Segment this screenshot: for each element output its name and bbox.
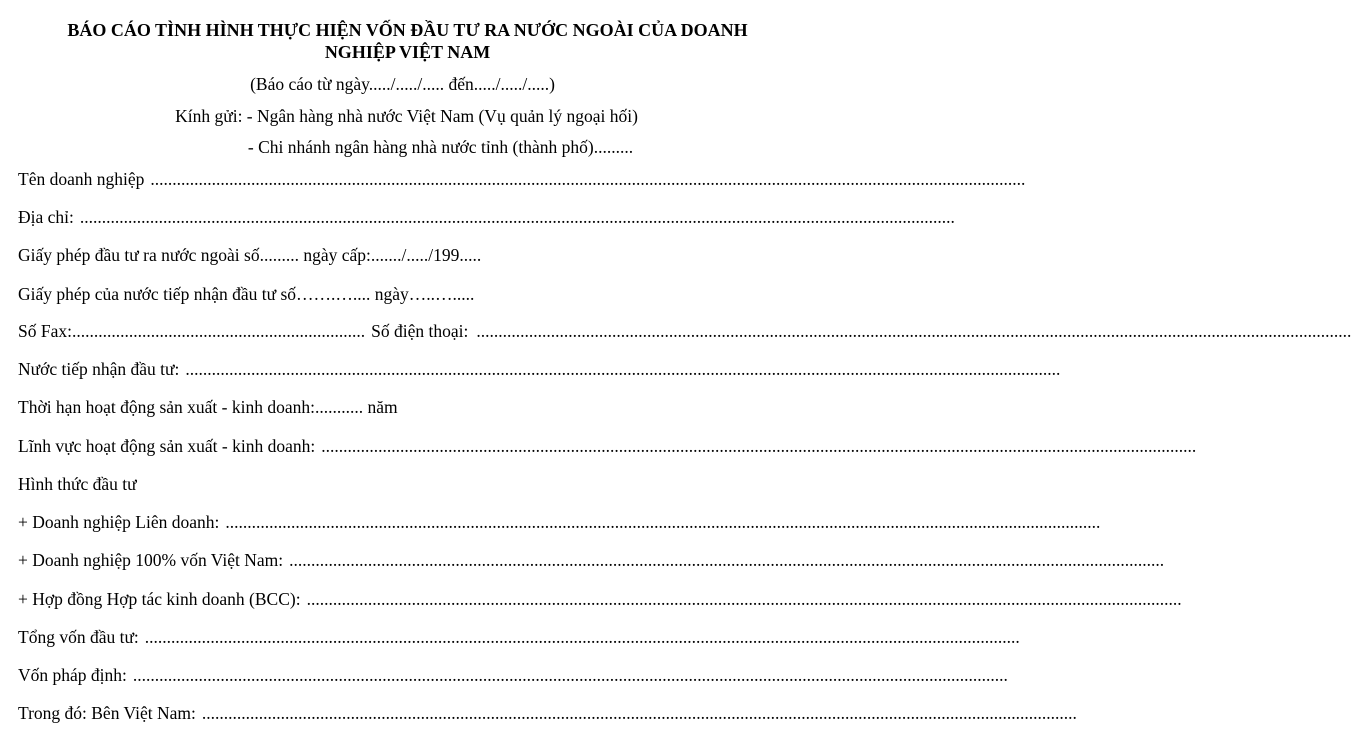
host-license-field: Giấy phép của nước tiếp nhận đầu tư số…….….... ngày…..….....: [18, 284, 475, 304]
recipient-line-2: - Chi nhánh ngân hàng nhà nước tỉnh (thành phố).........: [247, 137, 634, 157]
address-field: [18, 206, 955, 228]
investment-form-heading: Hình thức đầu tư: [18, 474, 137, 494]
total-capital-field: [18, 626, 1020, 648]
report-title: BÁO CÁO TÌNH HÌNH THỰC HIỆN VỐN ĐẦU TƯ RA NƯỚC NGOÀI CỦA DOANH NGHIỆP VIỆT NAM: [67, 20, 748, 62]
total-capital-label: Tổng vốn đầu tư:: [18, 627, 139, 647]
bcc-field: [18, 588, 1182, 610]
joint-venture-label: + Doanh nghiệp Liên doanh:: [18, 512, 220, 532]
recipient-line-1: Kính gửi: - Ngân hàng nhà nước Việt Nam (Vụ quản lý ngoại hối): [175, 106, 638, 126]
host-country-blank[interactable]: ........................................................................................................................................................................................................: [185, 359, 1061, 379]
business-field-label: Lĩnh vực hoạt động sản xuất - kinh doanh:: [18, 436, 316, 456]
address-label: Địa chỉ:: [18, 207, 74, 227]
host-country-field: [18, 358, 1061, 380]
company-name-label: Tên doanh nghiệp: [18, 169, 145, 189]
report-period: (Báo cáo từ ngày...../...../..... đến...../...../.....): [250, 74, 555, 94]
business-field-blank[interactable]: ........................................................................................................................................................................................................: [321, 436, 1197, 456]
wholly-owned-label: + Doanh nghiệp 100% vốn Việt Nam:: [18, 550, 284, 570]
address-blank[interactable]: ........................................................................................................................................................................................................: [79, 207, 955, 227]
vn-side-blank[interactable]: ........................................................................................................................................................................................................: [201, 703, 1077, 723]
fax-label: Số Fax:...................................................................: [18, 321, 366, 341]
bcc-label: + Hợp đồng Hợp tác kinh doanh (BCC):: [18, 589, 301, 609]
total-capital-blank[interactable]: ........................................................................................................................................................................................................: [144, 627, 1020, 647]
wholly-owned-blank[interactable]: ........................................................................................................................................................................................................: [289, 550, 1165, 570]
phone-label: Số điện thoại:: [371, 321, 469, 341]
company-name-blank[interactable]: ........................................................................................................................................................................................................: [150, 169, 1026, 189]
business-field-row: [18, 435, 1197, 457]
duration-field: Thời hạn hoạt động sản xuất - kinh doanh:........... năm: [18, 397, 398, 417]
legal-capital-blank[interactable]: ........................................................................................................................................................................................................: [132, 665, 1008, 685]
vn-side-label: Trong đó: Bên Việt Nam:: [18, 703, 196, 723]
legal-capital-label: Vốn pháp định:: [18, 665, 127, 685]
license-field: Giấy phép đầu tư ra nước ngoài số......... ngày cấp:......./...../199.....: [18, 245, 482, 265]
vn-side-field: [18, 702, 1077, 724]
phone-blank[interactable]: ........................................................................................................................................................................................................: [476, 321, 1351, 341]
joint-venture-blank[interactable]: ........................................................................................................................................................................................................: [225, 512, 1101, 532]
legal-capital-field: [18, 664, 1008, 686]
wholly-owned-field: [18, 549, 1165, 571]
joint-venture-field: [18, 511, 1101, 533]
host-country-label: Nước tiếp nhận đầu tư:: [18, 359, 180, 379]
fax-phone-row: [18, 320, 1351, 342]
company-name-field: [18, 168, 1026, 190]
bcc-blank[interactable]: ........................................................................................................................................................................................................: [306, 589, 1182, 609]
